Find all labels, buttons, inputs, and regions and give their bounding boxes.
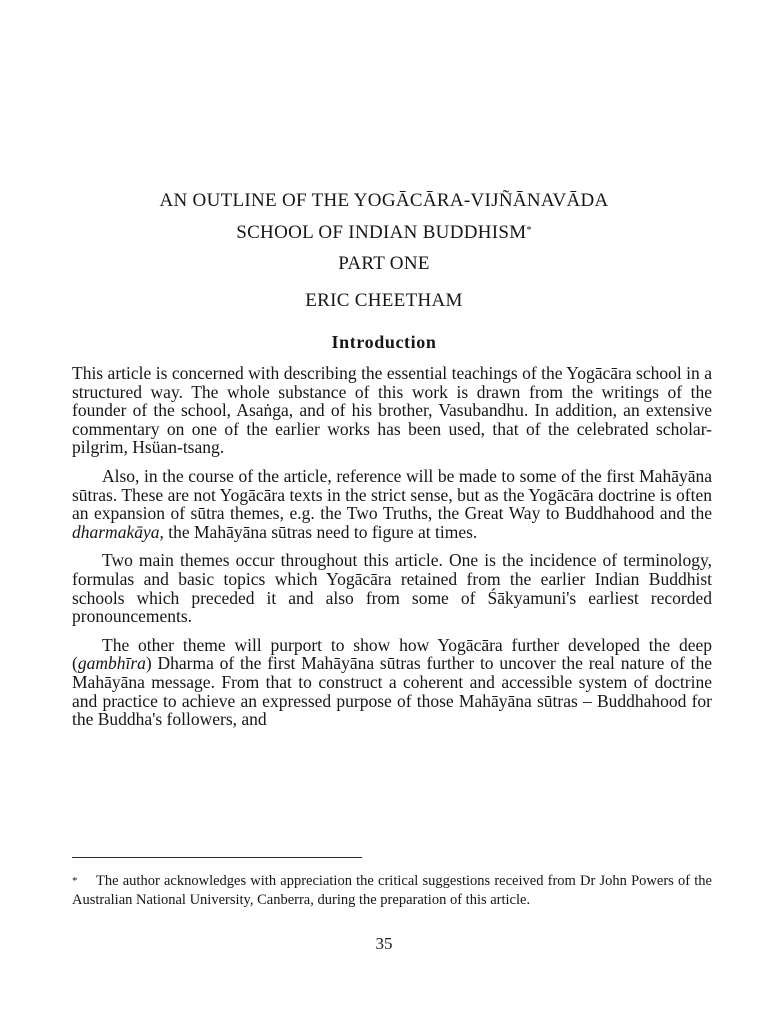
footnote-marker: * — [72, 875, 78, 887]
paragraph-1: This article is concerned with describing the essential teachings of the Yogācāra school in a structured way. The whole substance of this work is drawn from the writings of the founder of the school, Asaṅga, and of his brother, Vasubandhu. In addition, an extensive commentary on one of the earlier works has been used, that of the celebrated scholar-pilgrim, Hsüan-tsang. — [72, 363, 712, 458]
footnote — [72, 872, 712, 909]
article-title-line-2-text: SCHOOL OF INDIAN BUDDHISM — [236, 222, 527, 243]
paragraph-4 — [72, 636, 712, 729]
paragraph-2-text-b: , the Mahāyāna sūtras need to figure at times. — [159, 521, 478, 542]
article-title-line-1: AN OUTLINE OF THE YOGĀCĀRA-VIJÑĀNAVĀDA — [159, 190, 609, 211]
footnote-divider — [72, 857, 362, 858]
title-footnote-marker: * — [526, 225, 532, 236]
paragraph-2-text-a: Also, in the course of the article, reference will be made to some of the first Mahāyāna sūtras. These are not Yogācāra texts in the strict sense, but as the Yogācāra doctrine is often an expansion of sūtra themes, e.g. the Two Truths, the Great Way to Buddhahood and the — [72, 465, 712, 524]
paragraph-3: Two main themes occur throughout this article. One is the incidence of terminology, formulas and basic topics which Yogācāra retained from the earlier Indian Buddhist schools which preceded it and also from some of Śākyamuni's earliest recorded pronouncements. — [72, 550, 712, 627]
paragraph-4-italic-term: gambhīra — [77, 653, 146, 674]
footnote-text: The author acknowledges with appreciation the critical suggestions received from Dr John Powers of the Australian National University, Canberra, during the preparation of this article. — [72, 873, 712, 908]
paragraph-2 — [72, 467, 712, 541]
article-part-label: PART ONE — [338, 253, 430, 274]
author-name: ERIC CHEETHAM — [305, 290, 463, 311]
paragraph-4-text-a: The other theme will purport to show how Yogācāra further developed the deep ( — [72, 634, 712, 674]
page-number: 35 — [375, 934, 393, 953]
article-title-line-2 — [0, 222, 768, 244]
paragraph-2-italic-term: dharmakāya — [72, 521, 160, 542]
article-body — [72, 364, 712, 739]
paragraph-4-text-b: ) Dharma of the first Mahāyāna sūtras further to uncover the real nature of the Mahāyāna message. From that to construct a coherent and accessible system of doctrine and practice to achieve an expressed purpose of those Mahāyāna sūtras – Buddhahood for the Buddha's followers, and — [72, 653, 712, 730]
section-heading: Introduction — [331, 332, 437, 352]
